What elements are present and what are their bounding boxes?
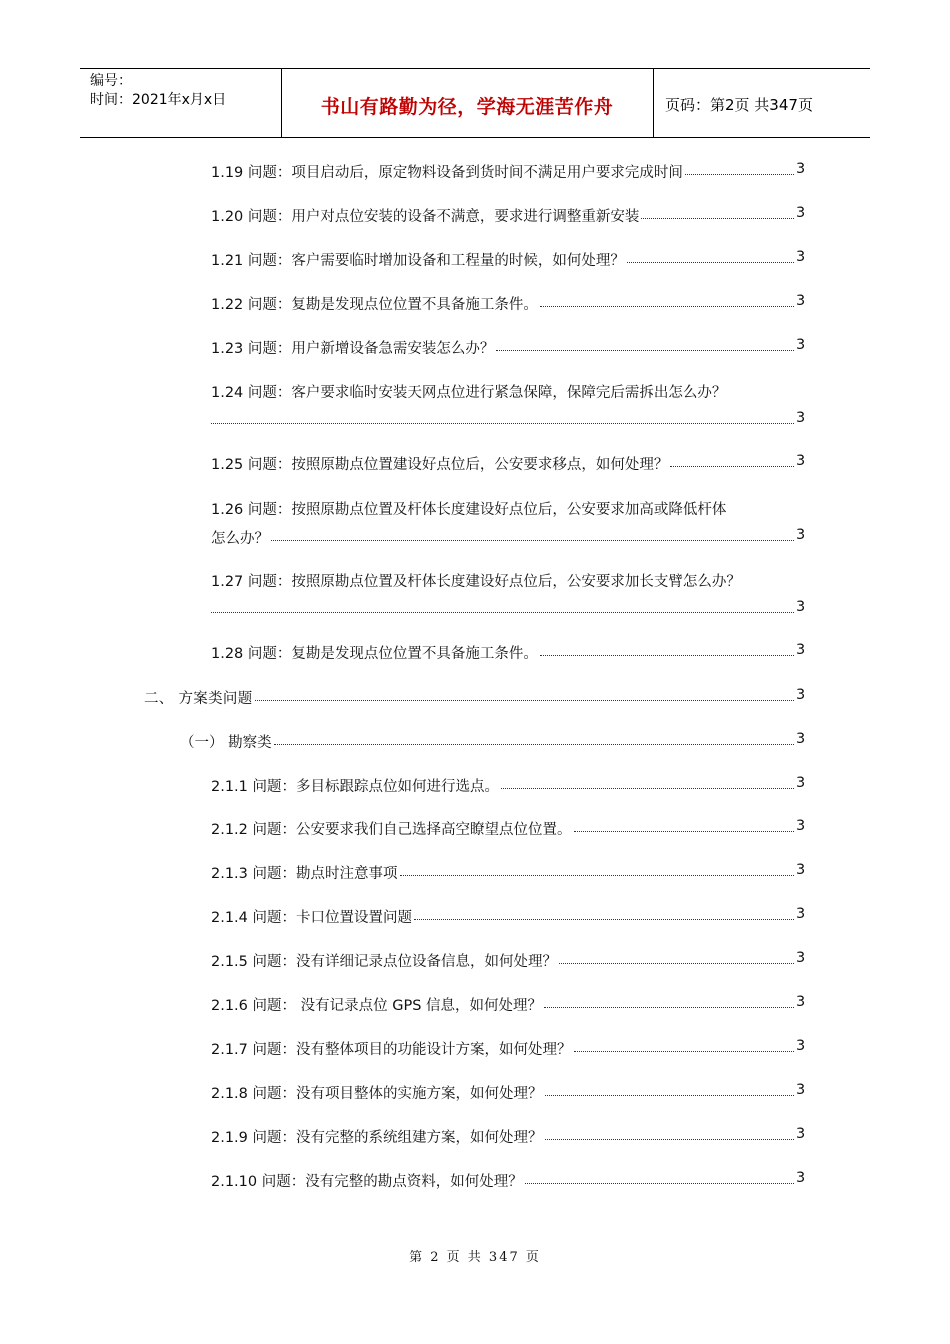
toc-entry-title: 2.1.6 问题： 没有记录点位 GPS 信息，如何处理？	[211, 998, 543, 1014]
header-meta-cell	[80, 69, 282, 137]
toc-entry-title: 2.1.3 问题：勘点时注意事项	[211, 866, 398, 882]
toc-entry-title: 1.25 问题：按照原勘点位置建设好点位后，公安要求移点，如何处理？	[211, 457, 669, 473]
toc-page-number: 3	[796, 1038, 806, 1054]
toc-entry[interactable]	[211, 527, 806, 547]
toc-entry[interactable]	[211, 337, 806, 357]
toc-leader-dots	[641, 205, 794, 219]
toc-entry-title: 1.28 问题：复勘是发现点位位置不具备施工条件。	[211, 646, 538, 662]
toc-leader-dots	[255, 687, 794, 701]
toc-page-number: 3	[796, 1082, 806, 1098]
toc-entry-title: 1.19 问题：项目启动后，原定物料设备到货时间不满足用户要求完成时间	[211, 165, 683, 181]
toc-page-number: 3	[796, 950, 806, 966]
toc-page-number: 3	[796, 410, 806, 426]
toc-entry[interactable]	[211, 1126, 806, 1146]
toc-entry-title: 2.1.1 问题：多目标跟踪点位如何进行选点。	[211, 779, 500, 795]
toc-leader-dots	[559, 950, 794, 964]
toc-entry-title: （一） 勘察类	[180, 735, 272, 751]
toc-entry[interactable]	[144, 687, 806, 707]
toc-entry[interactable]	[180, 731, 806, 751]
toc-entry[interactable]	[211, 1082, 806, 1102]
toc-entry-title: 2.1.5 问题：没有详细记录点位设备信息，如何处理？	[211, 954, 558, 970]
toc-entry[interactable]	[211, 293, 806, 313]
toc-entry[interactable]	[211, 994, 806, 1014]
toc-entry[interactable]	[211, 818, 806, 838]
toc-leader-dots	[400, 862, 794, 876]
toc-entry-title: 1.22 问题：复勘是发现点位位置不具备施工条件。	[211, 297, 538, 313]
toc-entry-title: 1.27 问题：按照原勘点位置及杆体长度建设好点位后，公安要求加长支臂怎么办？	[211, 574, 741, 590]
toc-page-number: 3	[796, 599, 806, 615]
toc-leader-dots	[627, 249, 794, 263]
toc-leader-dots	[685, 161, 794, 175]
toc-page-number: 3	[796, 687, 806, 703]
toc-entry-title: 二、 方案类问题	[144, 691, 253, 707]
toc-page-number: 3	[796, 249, 806, 265]
toc-leader-dots	[414, 906, 794, 920]
toc-entry-title: 2.1.9 问题：没有完整的系统组建方案，如何处理？	[211, 1130, 543, 1146]
toc-page-number: 3	[796, 293, 806, 309]
toc-leader-dots	[540, 642, 794, 656]
toc-entry-title: 1.21 问题：客户需要临时增加设备和工程量的时候，如何处理？	[211, 253, 625, 269]
toc-leader-dots	[274, 731, 794, 745]
page-footer: 第 2 页 共 347 页	[409, 1250, 541, 1265]
toc-leader-dots	[271, 527, 794, 541]
toc-entry[interactable]	[211, 161, 806, 181]
toc-page-number: 3	[796, 453, 806, 469]
toc-entry-title: 2.1.4 问题：卡口位置设置问题	[211, 910, 413, 926]
toc-leader-dots	[211, 599, 794, 613]
toc-entry-title: 1.24 问题：客户要求临时安装天网点位进行紧急保障，保障完后需拆出怎么办？	[211, 385, 727, 401]
toc-page-number: 3	[796, 527, 806, 543]
toc-leader-dots	[574, 818, 794, 832]
document-number-label: 编号：	[90, 73, 132, 89]
toc-entry[interactable]	[211, 205, 806, 225]
toc-leader-dots	[545, 1126, 794, 1140]
header-page-info: 页码：第2页 共347页	[665, 96, 813, 114]
toc-entry-title: 1.20 问题：用户对点位安装的设备不满意，要求进行调整重新安装	[211, 209, 640, 225]
toc-page-number: 3	[796, 906, 806, 922]
toc-entry[interactable]	[211, 775, 806, 795]
toc-page-number: 3	[796, 994, 806, 1010]
toc-page-number: 3	[796, 731, 806, 747]
toc-leader-dots	[544, 994, 794, 1008]
toc-entry-title: 怎么办？	[211, 531, 269, 547]
header-motto-cell	[281, 69, 654, 137]
toc-entry[interactable]	[211, 950, 806, 970]
toc-entry[interactable]	[211, 906, 806, 926]
toc-entry-title: 2.1.8 问题：没有项目整体的实施方案，如何处理？	[211, 1086, 543, 1102]
toc-page-number: 3	[796, 1126, 806, 1142]
toc-entry[interactable]	[211, 599, 806, 619]
toc-leader-dots	[574, 1038, 794, 1052]
header-page-cell	[653, 69, 870, 137]
toc-leader-dots	[211, 410, 794, 424]
toc-page-number: 3	[796, 862, 806, 878]
toc-leader-dots	[545, 1082, 794, 1096]
toc-entry[interactable]	[211, 453, 806, 473]
toc-page-number: 3	[796, 337, 806, 353]
toc-leader-dots	[670, 453, 794, 467]
toc-entry[interactable]	[211, 498, 806, 518]
toc-page-number: 3	[796, 1170, 806, 1186]
toc-page-number: 3	[796, 818, 806, 834]
toc-leader-dots	[496, 337, 794, 351]
toc-entry[interactable]	[211, 381, 806, 401]
toc-entry[interactable]	[211, 642, 806, 662]
toc-entry[interactable]	[211, 410, 806, 430]
toc-entry-title: 1.23 问题：用户新增设备急需安装怎么办？	[211, 341, 495, 357]
toc-page-number: 3	[796, 161, 806, 177]
toc-leader-dots	[540, 293, 794, 307]
toc-entry[interactable]	[211, 1170, 806, 1190]
toc-entry-title: 2.1.2 问题：公安要求我们自己选择高空瞭望点位位置。	[211, 822, 572, 838]
toc-entry-title: 1.26 问题：按照原勘点位置及杆体长度建设好点位后，公安要求加高或降低杆体	[211, 502, 727, 518]
toc-entry[interactable]	[211, 249, 806, 269]
toc-page-number: 3	[796, 775, 806, 791]
toc-entry[interactable]	[211, 862, 806, 882]
toc-leader-dots	[501, 775, 794, 789]
toc-page-number: 3	[796, 642, 806, 658]
toc-entry-title: 2.1.7 问题：没有整体项目的功能设计方案，如何处理？	[211, 1042, 572, 1058]
toc-entry[interactable]	[211, 570, 806, 590]
toc-leader-dots	[525, 1170, 794, 1184]
toc-entry[interactable]	[211, 1038, 806, 1058]
page-header	[80, 68, 870, 138]
document-date-label: 时间：2021年x月x日	[90, 92, 227, 108]
header-motto: 书山有路勤为径，学海无涯苦作舟	[320, 96, 614, 118]
toc-page-number: 3	[796, 205, 806, 221]
toc-entry-title: 2.1.10 问题：没有完整的勘点资料，如何处理？	[211, 1174, 523, 1190]
